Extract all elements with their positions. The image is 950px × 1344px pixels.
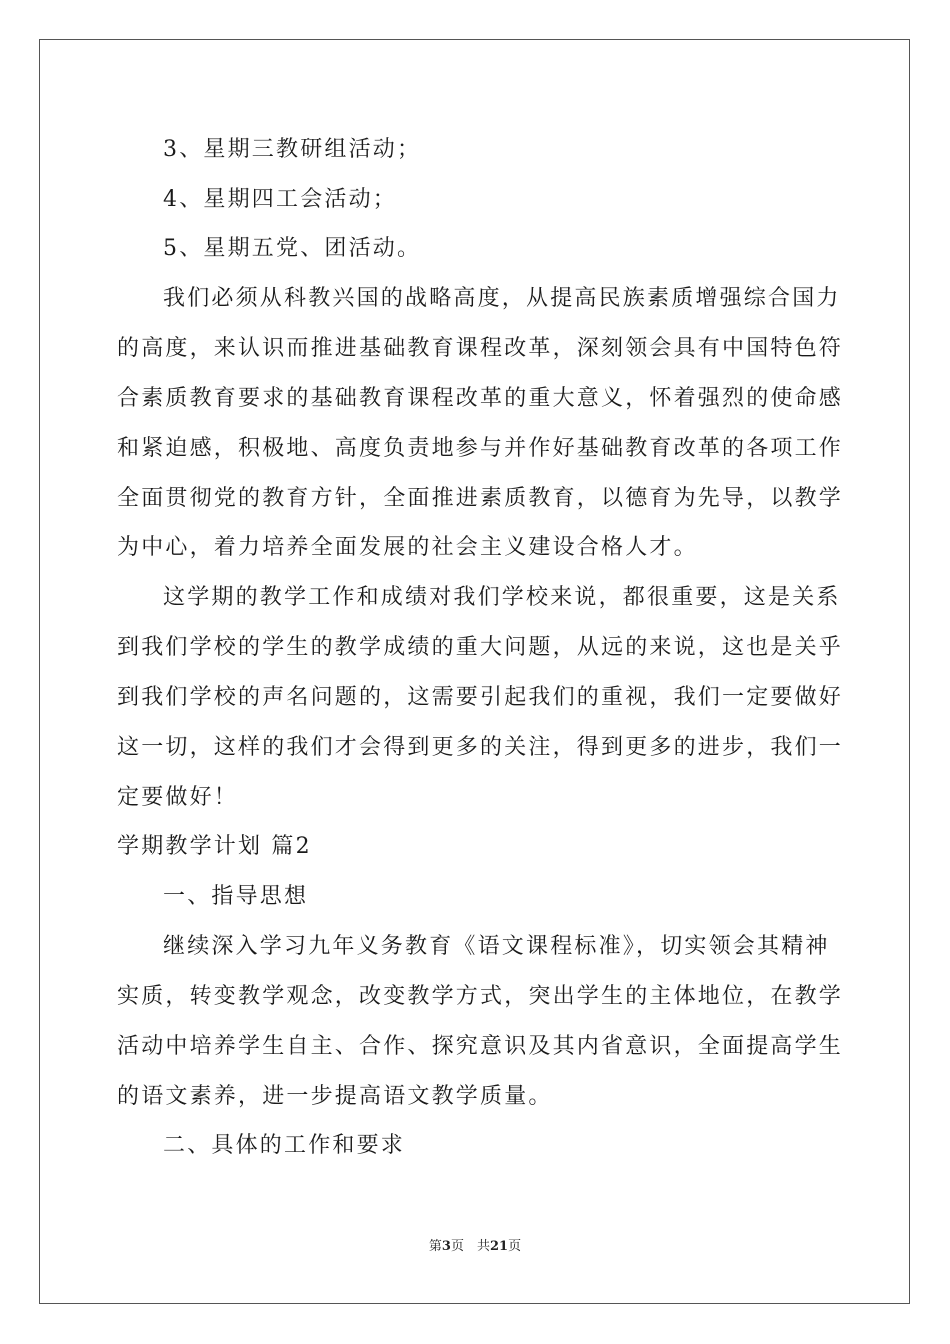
paragraph-line: 定要做好！ [117, 785, 239, 810]
paragraph-line: 的高度，来认识而推进基础教育课程改革，深刻领会具有中国特色符 [117, 336, 844, 361]
paragraph-line: 全面贯彻党的教育方针，全面推进素质教育，以德育为先导，以教学 [117, 486, 844, 511]
paragraph-line: 实质，转变教学观念，改变教学方式，突出学生的主体地位，在教学 [117, 984, 844, 1009]
page-footer [0, 1238, 950, 1256]
footer-page-number: 3 [441, 1239, 451, 1254]
paragraph-line: 和紧迫感，积极地、高度负责地参与并作好基础教育改革的各项工作 [117, 436, 844, 461]
footer-prefix: 第 [428, 1239, 442, 1254]
section-heading: 二、具体的工作和要求 [163, 1133, 406, 1158]
paragraph-line: 到我们学校的声名问题的，这需要引起我们的重视，我们一定要做好 [117, 685, 844, 710]
list-item-3: 3、星期三教研组活动； [163, 137, 422, 162]
paragraph-line: 这学期的教学工作和成绩对我们学校来说，都很重要，这是关系 [163, 585, 841, 610]
footer-suffix: 页 [508, 1239, 522, 1254]
document-heading: 学期教学计划 篇2 [117, 834, 312, 859]
paragraph-line: 我们必须从科教兴国的战略高度，从提高民族素质增强综合国力 [163, 286, 841, 311]
paragraph-line: 为中心，着力培养全面发展的社会主义建设合格人才。 [117, 535, 698, 560]
paragraph-line: 到我们学校的学生的教学成绩的重大问题，从远的来说，这也是关乎 [117, 635, 844, 660]
paragraph-line: 活动中培养学生自主、合作、探究意识及其内省意识，全面提高学生 [117, 1034, 844, 1059]
paragraph-line: 的语文素养，进一步提高语文教学质量。 [117, 1084, 553, 1109]
footer-middle: 页 共 [450, 1239, 490, 1254]
section-heading: 一、指导思想 [163, 884, 309, 909]
footer-total-pages: 21 [489, 1239, 509, 1254]
page-border [39, 39, 910, 1304]
paragraph-line: 继续深入学习九年义务教育《语文课程标准》，切实领会其精神 [163, 934, 830, 959]
list-item-5: 5、星期五党、团活动。 [163, 236, 422, 261]
list-item-4: 4、星期四工会活动； [163, 187, 397, 212]
paragraph-line: 合素质教育要求的基础教育课程改革的重大意义，怀着强烈的使命感 [117, 386, 844, 411]
paragraph-line: 这一切，这样的我们才会得到更多的关注，得到更多的进步，我们一 [117, 735, 844, 760]
